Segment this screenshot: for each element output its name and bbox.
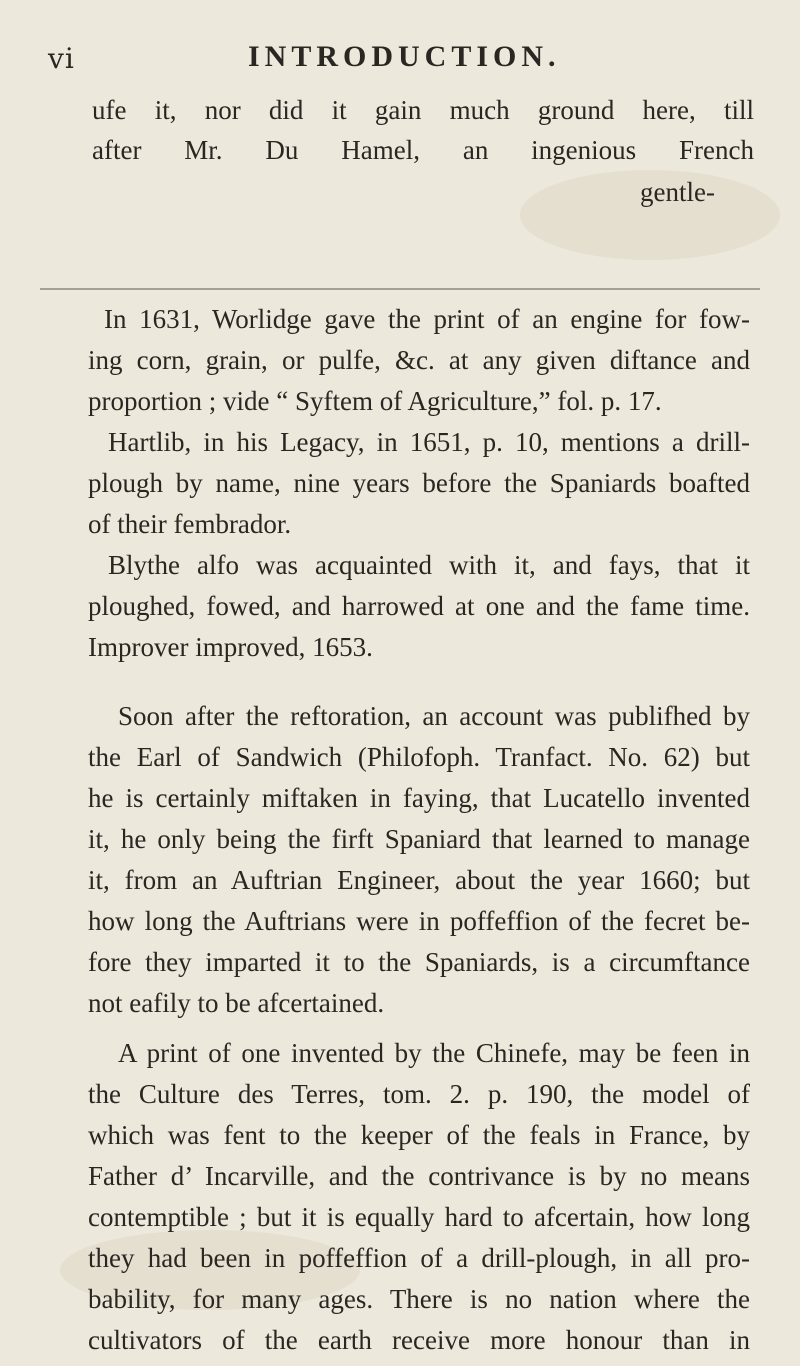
text-line: not eafily to be afcertained.: [88, 988, 385, 1018]
text-line: ing corn, grain, or pulfe, &c. at any given diftance and: [88, 345, 750, 375]
text-line: fore they imparted it to the Spaniards, is a circumftance: [88, 947, 750, 977]
text-line: cultivators of the earth receive more honour than in: [88, 1325, 750, 1355]
text-line: A print of one invented by the Chinefe, may be feen in: [118, 1038, 750, 1068]
text-line: of their fembrador.: [88, 509, 292, 539]
text-line: ploughed, fowed, and harrowed at one and the fame time.: [88, 591, 750, 621]
page-number: vi: [48, 42, 75, 75]
text-line: how long the Auftrians were in poffeffion of the fecret be-: [88, 906, 750, 936]
text-line: proportion ; vide “ Syftem of Agriculture,” fol. p. 17.: [88, 386, 662, 416]
text-line: which was fent to the keeper of the feals in France, by: [88, 1120, 750, 1150]
text-line: Blythe alfo was acquainted with it, and fays, that it: [108, 550, 750, 580]
text-line: In 1631, Worlidge gave the print of an engine for fow-: [104, 304, 750, 334]
catchword: gentle-: [640, 177, 715, 207]
text-line: the Earl of Sandwich (Philofoph. Tranfact. No. 62) but: [88, 742, 750, 772]
text-line: bability, for many ages. There is no nation where the: [88, 1284, 750, 1314]
text-line: it, from an Auftrian Engineer, about the year 1660; but: [88, 865, 750, 895]
text-line: it, he only being the firft Spaniard that learned to manage: [88, 824, 750, 854]
running-head: [48, 38, 752, 78]
text-line: he is certainly miftaken in faying, that Lucatello invented: [88, 783, 750, 813]
divider: [40, 288, 760, 290]
text-line: Improver improved, 1653.: [88, 632, 373, 662]
text-line: after Mr. Du Hamel, an ingenious French: [92, 135, 754, 165]
text-line: Hartlib, in his Legacy, in 1651, p. 10, mentions a drill-: [108, 427, 750, 457]
text-line: they had been in poffeffion of a drill-plough, in all pro-: [88, 1243, 750, 1273]
running-title: INTRODUCTION.: [248, 40, 561, 73]
text-line: Father d’ Incarville, and the contrivance is by no means: [88, 1161, 750, 1191]
text-line: Soon after the reftoration, an account was publifhed by: [118, 701, 750, 731]
text-line: contemptible ; but it is equally hard to afcertain, how long: [88, 1202, 750, 1232]
text-line: the Culture des Terres, tom. 2. p. 190, the model of: [88, 1079, 750, 1109]
text-line: ufe it, nor did it gain much ground here, till: [92, 95, 754, 125]
text-line: plough by name, nine years before the Spaniards boafted: [88, 468, 750, 498]
